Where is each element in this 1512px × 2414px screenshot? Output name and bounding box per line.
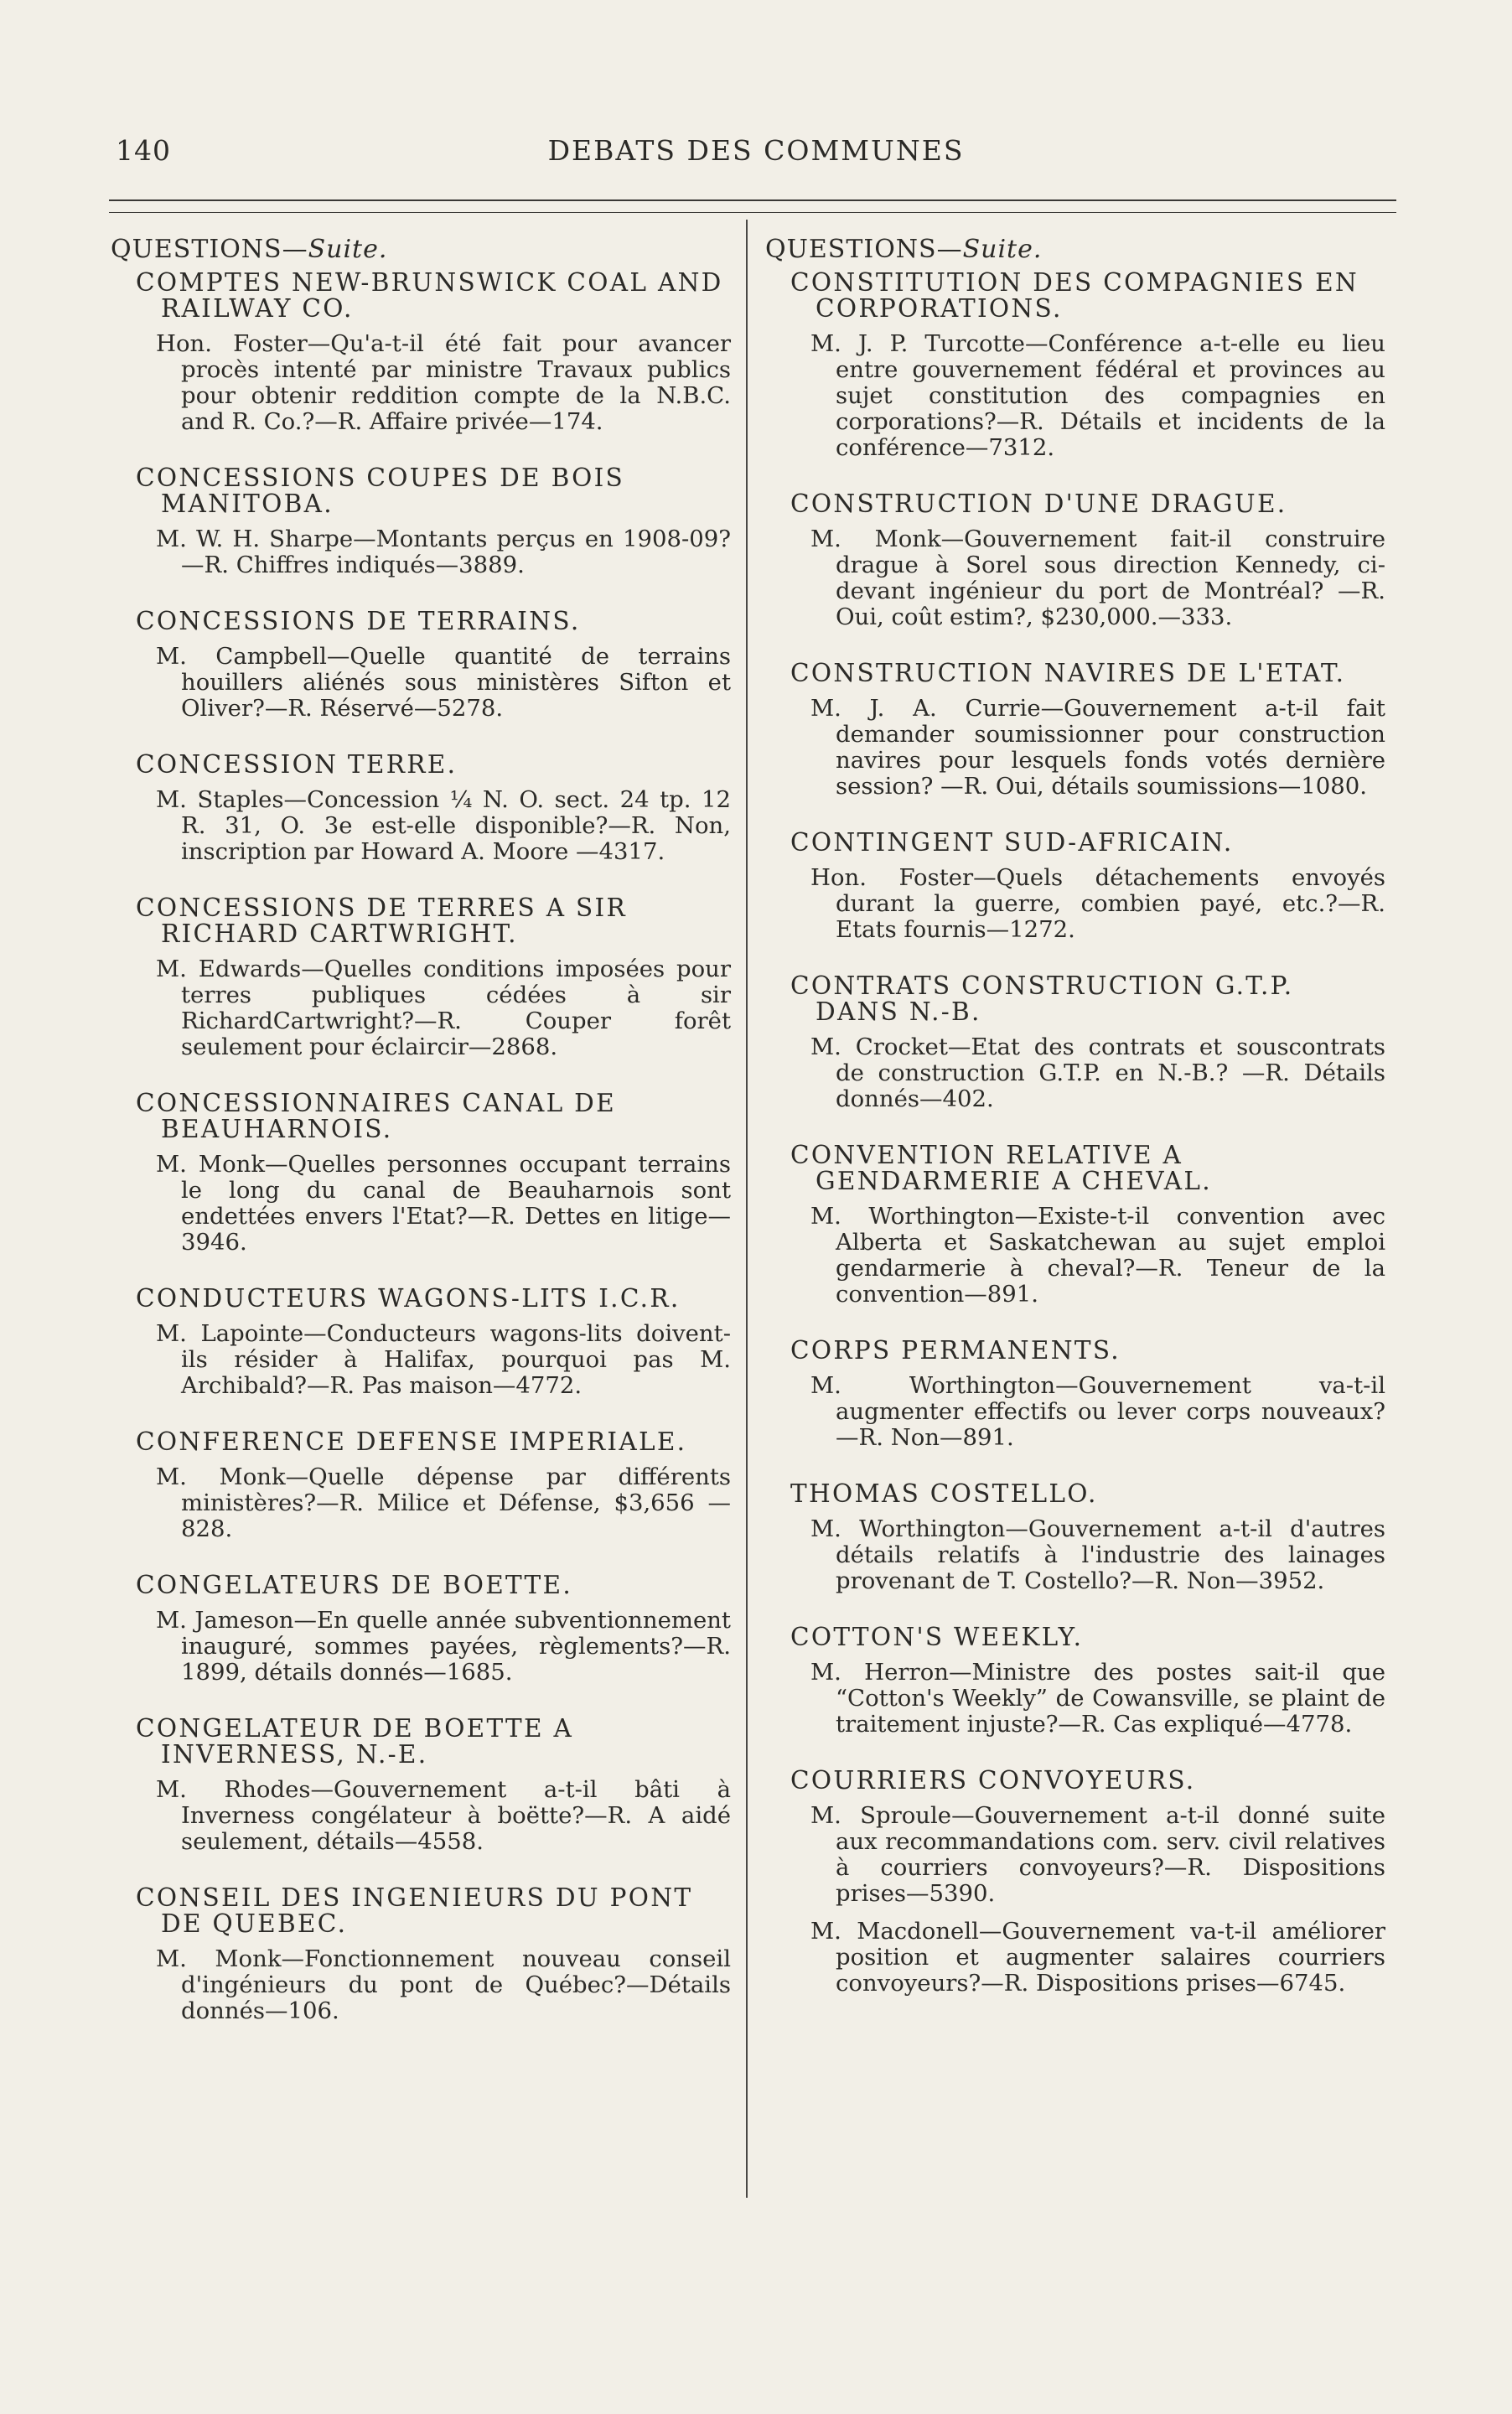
page-number: 140 — [116, 134, 171, 167]
left-entries — [111, 270, 731, 2024]
question-item: M. Worthington—Gouvernement a-t-il d'autres détails relatifs à l'industrie des lainages provenant de T. Costello?—R. Non—3952. — [810, 1515, 1385, 1594]
question-item: M. Sproule—Gouvernement a-t-il donné suite aux recommandations com. serv. civil relatives à courriers convoyeurs?—R. Dispositions prises—5390. — [810, 1802, 1385, 1907]
entry-heading: CONSTITUTION DES COMPAGNIES EN CORPORATIONS. — [790, 268, 1359, 323]
questions-continuation-label — [111, 236, 731, 262]
index-entry — [765, 1624, 1385, 1738]
question-item: Hon. Foster—Quels détachements envoyés durant la guerre, combien payé, etc.?—R. Etats fournis—1272. — [810, 864, 1385, 943]
question-item: M. Monk—Quelle dépense par différents ministères?—R. Milice et Défense, $3,656 —828. — [156, 1463, 731, 1542]
question-item: M. Rhodes—Gouvernement a-t-il bâti à Inverness congélateur à boëtte?—R. A aidé seulement, détails—4558. — [156, 1776, 731, 1855]
question-item: M. J. A. Currie—Gouvernement a-t-il fait demander soumissionner pour construction navires pour lesquels fonds votés dernière session? —R. Oui, détails soumissions—1080. — [810, 695, 1385, 800]
index-entry — [111, 1286, 731, 1399]
question-item: M. Lapointe—Conducteurs wagons-lits doivent-ils résider à Halifax, pourquoi pas M. Archibald?—R. Pas maison—4772. — [156, 1320, 731, 1399]
entry-heading: CONTINGENT SUD-AFRICAIN. — [790, 828, 1234, 857]
index-entry — [111, 1090, 731, 1256]
entry-heading: COTTON'S WEEKLY. — [790, 1623, 1084, 1651]
question-item: M. Monk—Fonctionnement nouveau conseil d'ingénieurs du pont de Québec?—Détails donnés—106. — [156, 1945, 731, 2024]
question-item: M. Monk—Gouvernement fait-il construire drague à Sorel sous direction Kennedy, ci-devant ingénieur du port de Montréal? —R. Oui, coût estim?, $230,000.—333. — [810, 526, 1385, 630]
entry-heading: CONCESSIONS DE TERRES A SIR RICHARD CARTWRIGHT. — [136, 894, 627, 948]
continuation-prefix: QUESTIONS— — [111, 235, 308, 264]
index-entry — [111, 1572, 731, 1686]
entry-heading: CONSTRUCTION NAVIRES DE L'ETAT. — [790, 659, 1346, 687]
index-entry — [111, 752, 731, 865]
question-item: M. W. H. Sharpe—Montants perçus en 1908-09?—R. Chiffres indiqués—3889. — [156, 526, 731, 578]
entry-heading: THOMAS COSTELLO. — [790, 1479, 1098, 1508]
index-entry — [111, 270, 731, 435]
entry-heading: COMPTES NEW-BRUNSWICK COAL AND RAILWAY CO. — [136, 268, 723, 323]
right-entries — [765, 270, 1385, 1997]
question-item: M. Staples—Concession ¼ N. O. sect. 24 tp. 12 R. 31, O. 3e est-elle disponible?—R. Non, inscription par Howard A. Moore —4317. — [156, 786, 731, 865]
right-column — [765, 236, 1385, 2027]
question-item: M. Campbell—Quelle quantité de terrains houillers aliénés sous ministères Sifton et Oliver?—R. Réservé—5278. — [156, 643, 731, 722]
index-entry — [111, 465, 731, 578]
entry-heading: CORPS PERMANENTS. — [790, 1336, 1121, 1365]
entry-heading: CONCESSIONS DE TERRAINS. — [136, 607, 581, 635]
index-entry — [765, 660, 1385, 800]
index-entry — [765, 830, 1385, 943]
index-entry — [765, 1768, 1385, 1997]
continuation-prefix: QUESTIONS— — [765, 235, 963, 264]
index-entry — [111, 1885, 731, 2024]
column-divider — [746, 220, 748, 2198]
entry-heading: CONGELATEURS DE BOETTE. — [136, 1571, 573, 1599]
entry-heading: CONSTRUCTION D'UNE DRAGUE. — [790, 490, 1287, 518]
continuation-suffix: Suite. — [962, 235, 1043, 264]
header-rule — [109, 199, 1396, 201]
index-entry — [111, 895, 731, 1060]
entry-heading: CONCESSIONNAIRES CANAL DE BEAUHARNOIS. — [136, 1089, 616, 1143]
index-entry — [765, 1338, 1385, 1451]
header-rule-thin — [109, 212, 1396, 213]
questions-continuation-label — [765, 236, 1385, 262]
index-entry — [765, 1481, 1385, 1594]
question-item: M. Crocket—Etat des contrats et souscontrats de construction G.T.P. en N.-B.? —R. Détails donnés—402. — [810, 1033, 1385, 1112]
entry-heading: COURRIERS CONVOYEURS. — [790, 1766, 1196, 1795]
entry-heading: CONGELATEUR DE BOETTE A INVERNESS, N.-E. — [136, 1714, 574, 1769]
index-entry — [111, 1716, 731, 1855]
question-item: Hon. Foster—Qu'a-t-il été fait pour avancer procès intenté par ministre Travaux publics pour obtenir reddition compte de la N.B.C. and R. Co.?—R. Affaire privée—174. — [156, 330, 731, 435]
index-entry — [111, 1429, 731, 1542]
entry-heading: CONFERENCE DEFENSE IMPERIALE. — [136, 1427, 687, 1456]
index-entry — [765, 491, 1385, 630]
question-item: M. Jameson—En quelle année subventionnement inauguré, sommes payées, règlements?—R. 1899, détails donnés—1685. — [156, 1607, 731, 1686]
entry-heading: CONVENTION RELATIVE A GENDARMERIE A CHEVAL. — [790, 1141, 1212, 1195]
question-item: M. Worthington—Existe-t-il convention avec Alberta et Saskatchewan au sujet emploi gendarmerie à cheval?—R. Teneur de la convention—891. — [810, 1203, 1385, 1308]
question-item: M. Herron—Ministre des postes sait-il que “Cotton's Weekly” de Cowansville, se plaint de traitement injuste?—R. Cas expliqué—4778. — [810, 1659, 1385, 1738]
continuation-suffix: Suite. — [308, 235, 388, 264]
entry-heading: CONCESSION TERRE. — [136, 750, 458, 779]
index-entry — [765, 1142, 1385, 1308]
entry-heading: CONDUCTEURS WAGONS-LITS I.C.R. — [136, 1284, 681, 1313]
entry-heading: CONSEIL DES INGENIEURS DU PONT DE QUEBEC. — [136, 1883, 693, 1938]
index-entry — [765, 973, 1385, 1112]
question-item: M. J. P. Turcotte—Conférence a-t-elle eu lieu entre gouvernement fédéral et provinces au sujet constitution des compagnies en corporations?—R. Détails et incidents de la conférence—7312. — [810, 330, 1385, 461]
index-entry — [111, 609, 731, 722]
entry-heading: CONTRATS CONSTRUCTION G.T.P. DANS N.-B. — [790, 971, 1294, 1026]
question-item: M. Macdonell—Gouvernement va-t-il améliorer position et augmenter salaires courriers convoyeurs?—R. Dispositions prises—6745. — [810, 1918, 1385, 1997]
question-item: M. Worthington—Gouvernement va-t-il augmenter effectifs ou lever corps nouveaux?—R. Non—891. — [810, 1372, 1385, 1451]
question-item: M. Edwards—Quelles conditions imposées pour terres publiques cédées à sir RichardCartwright?—R. Couper forêt seulement pour éclaircir—2868. — [156, 956, 731, 1060]
left-column — [111, 236, 731, 2054]
running-head: DEBATS DES COMMUNES — [547, 134, 965, 167]
index-entry — [765, 270, 1385, 461]
entry-heading: CONCESSIONS COUPES DE BOIS MANITOBA. — [136, 464, 625, 518]
question-item: M. Monk—Quelles personnes occupant terrains le long du canal de Beauharnois sont endettées envers l'Etat?—R. Dettes en litige—3946. — [156, 1151, 731, 1256]
